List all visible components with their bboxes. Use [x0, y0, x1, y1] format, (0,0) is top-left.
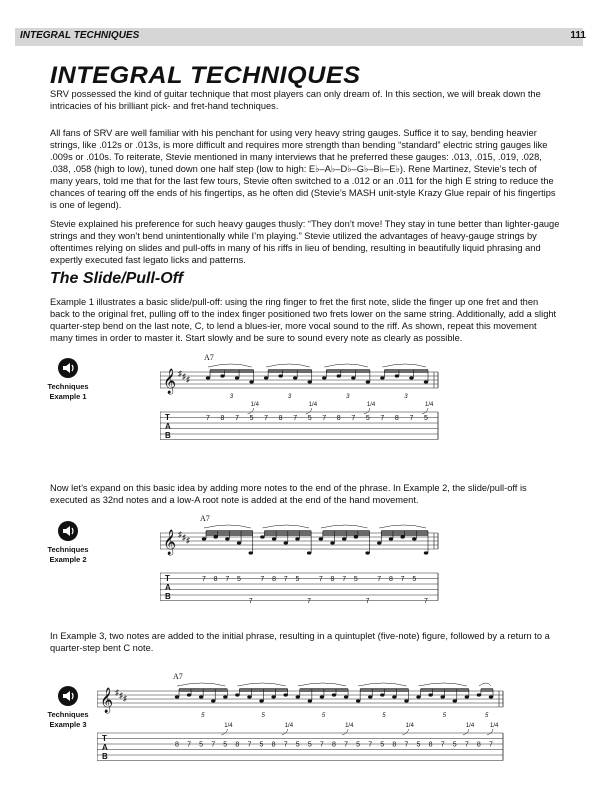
audio-play-icon[interactable]	[57, 685, 79, 707]
bend-amount: 1/4	[308, 402, 318, 408]
note-head	[284, 541, 288, 544]
note-head	[319, 537, 323, 540]
notation-example-3	[97, 665, 505, 795]
tab-number: 8	[394, 415, 399, 422]
section-title: The Slide/Pull-Off	[50, 270, 184, 287]
bend-amount: 1/4	[490, 723, 499, 729]
tab-number: 8	[220, 415, 225, 422]
tab-number: 7	[283, 576, 288, 583]
slur	[204, 525, 251, 528]
bend-amount: 1/4	[465, 723, 475, 729]
example-label: Techniques Example 1	[47, 382, 89, 401]
example1-paragraph: Example 1 illustrates a basic slide/pull-off: using the ring finger to fret the first note, slide the finger up one fret and then back to the original fret, pulling off to the index finger positioned two frets lower on the same string. Additionally, add a slight quarter-step bend on the last note, C, to lend a blues-ier, more vocal sound to the riff. As shown, repeat this movement many times in order to master it. Start slowly and be sure to sound every note as clearly as possible.	[50, 297, 557, 343]
tab-number: 8	[213, 576, 218, 583]
bend-amount: 1/4	[425, 402, 434, 408]
bend-amount: 1/4	[224, 723, 233, 729]
tab-clef-letter: A	[102, 743, 108, 752]
tab-number: 7	[202, 576, 206, 583]
tab-number: 5	[416, 741, 421, 749]
tab-clef-letter: B	[165, 431, 171, 440]
notation-example-2	[160, 515, 440, 615]
note-head	[206, 376, 210, 379]
tab-number: 5	[365, 415, 370, 422]
tab-number: 8	[278, 415, 283, 422]
tab-number: 8	[175, 741, 179, 749]
slur	[324, 364, 368, 367]
tab-number: 7	[307, 598, 312, 605]
tab-number: 7	[464, 741, 469, 749]
note-head	[409, 376, 413, 379]
note-head	[260, 535, 264, 538]
tuplet-number: 3	[287, 394, 292, 400]
example3-paragraph: In Example 3, two notes are added to the initial phrase, resulting in a quintuplet (five-note) figure, followed by a return to a quarter-step bent C note.	[50, 631, 550, 653]
tab-number: 5	[412, 576, 417, 583]
note-head	[366, 380, 370, 383]
bend-arrow	[487, 729, 493, 735]
bend-arrow	[306, 408, 312, 414]
tab-number: 7	[247, 741, 252, 749]
note-head	[211, 699, 215, 702]
note-head	[412, 537, 416, 540]
tuplet-number: 5	[484, 713, 489, 719]
slur	[177, 683, 225, 686]
note-head	[295, 537, 299, 540]
sharp-icon: ♯	[186, 536, 190, 545]
tab-number: 7	[322, 415, 327, 422]
sharp-icon: ♯	[178, 369, 182, 378]
treble-clef-icon: 𝄞	[163, 529, 177, 554]
tuplet-number: 3	[346, 394, 350, 400]
tab-clef-letter: T	[165, 574, 170, 583]
tab-number: 7	[344, 741, 348, 749]
slur	[419, 683, 467, 686]
note-head	[424, 551, 428, 554]
note-head	[351, 376, 355, 379]
treble-clef-icon: 𝄞	[100, 687, 114, 712]
notation-example-1	[160, 350, 440, 465]
note-head	[223, 695, 227, 698]
tab-number: 7	[404, 741, 409, 749]
tab-number: 7	[319, 741, 324, 749]
note-head	[293, 376, 297, 379]
note-head	[356, 699, 360, 702]
slur	[321, 525, 368, 528]
running-header-title: INTEGRAL TECHNIQUES	[20, 30, 140, 41]
note-head	[392, 695, 396, 698]
note-head	[465, 695, 469, 698]
note-head	[264, 376, 268, 379]
tab-clef-letter: A	[165, 422, 171, 431]
note-head	[271, 695, 275, 698]
note-head	[220, 374, 224, 377]
tab-number: 7	[206, 415, 210, 422]
tab-clef-letter: T	[165, 413, 170, 422]
note-head	[428, 693, 432, 696]
tab-number: 5	[295, 741, 300, 749]
bend-amount: 1/4	[366, 402, 376, 408]
note-head	[342, 537, 346, 540]
tab-number: 8	[332, 741, 336, 749]
tab-number: 7	[264, 415, 269, 422]
tab-number: 5	[237, 576, 241, 583]
note-head	[259, 699, 263, 702]
tab-number: 7	[440, 741, 445, 749]
note-head	[296, 695, 300, 698]
quote-paragraph: Stevie explained his preference for such heavy gauges thusly: “They don’t move! They stay in tune better than lighter-gauge strings and they won’t bend unintentionally while I’m playing.” Stevie utilized the advantages of heavy-gauge strings by oftentimes relying on slides and pull-offs in many of his riffs in lieu of bending, resulting in beautifully liquid phrasing and expertly executed fast legato licks and patterns.	[50, 219, 560, 265]
bend-arrow	[342, 729, 348, 735]
example2-paragraph: Now let’s expand on this basic idea by adding more notes to the end of the phrase. In Example 2, the slide/pull-off is executed as 32nd notes and a low-A root note is added at the end of the hand movement.	[50, 483, 527, 505]
note-head	[283, 693, 287, 696]
note-head	[320, 695, 324, 698]
tab-number: 5	[353, 576, 358, 583]
tab-number: 5	[380, 741, 385, 749]
note-head	[272, 537, 276, 540]
tuplet-number: 5	[261, 713, 265, 719]
tab-clef-letter: B	[102, 752, 108, 761]
note-head	[440, 695, 444, 698]
tab-number: 8	[392, 741, 397, 749]
example-label: Techniques Example 2	[47, 545, 89, 564]
tab-number: 5	[452, 741, 457, 749]
slur	[358, 683, 406, 686]
slur	[379, 525, 426, 528]
tab-clef-letter: T	[102, 734, 107, 743]
note-head	[322, 376, 326, 379]
note-head	[235, 376, 239, 379]
page-title: INTEGRAL TECHNIQUES	[50, 62, 361, 89]
tab-number: 7	[318, 576, 323, 583]
bend-amount: 1/4	[405, 723, 414, 729]
tab-number: 5	[295, 576, 300, 583]
bend-amount: 1/4	[345, 723, 354, 729]
slur	[262, 525, 309, 528]
tab-number: 7	[409, 415, 414, 422]
sharp-icon: ♯	[119, 691, 123, 700]
note-head	[235, 693, 239, 696]
sharp-icon: ♯	[115, 688, 119, 697]
note-head	[278, 374, 282, 377]
tab-number: 8	[235, 741, 240, 749]
tab-number: 7	[380, 415, 385, 422]
tab-number: 5	[424, 415, 428, 422]
treble-clef-icon: 𝄞	[163, 368, 177, 393]
tab-number: 5	[223, 741, 228, 749]
bend-arrow	[364, 408, 370, 414]
sharp-icon: ♯	[182, 533, 186, 542]
note-head	[400, 535, 404, 538]
tuplet-number: 5	[382, 713, 386, 719]
tuplet-number: 3	[229, 394, 234, 400]
tab-number: 7	[377, 576, 382, 583]
audio-play-icon[interactable]	[57, 520, 79, 542]
bend-amount: 1/4	[284, 723, 294, 729]
note-head	[453, 699, 457, 702]
bend-arrow	[248, 408, 254, 414]
note-head	[424, 380, 428, 383]
note-head	[308, 699, 312, 702]
slur	[298, 683, 346, 686]
tuplet-number: 3	[404, 394, 408, 400]
note-head	[307, 551, 311, 554]
sharp-icon: ♯	[178, 530, 182, 539]
tab-number: 8	[272, 576, 277, 583]
tab-number: 5	[199, 741, 204, 749]
note-head	[249, 380, 253, 383]
note-head	[354, 535, 358, 538]
tab-number: 7	[351, 415, 356, 422]
intro-paragraph: SRV possessed the kind of guitar technique that most players can only dream of. In this section, we will break down the intricacies of his brilliant pick- and fret-hand techniques.	[50, 89, 541, 111]
note-head	[389, 537, 393, 540]
tab-number: 7	[400, 576, 405, 583]
tuplet-number: 5	[201, 713, 205, 719]
tab-number: 8	[330, 576, 335, 583]
chord-name: A7	[200, 515, 210, 523]
bend-amount: 1/4	[250, 402, 259, 408]
note-head	[202, 537, 206, 540]
tab-number: 7	[248, 598, 253, 605]
slur	[208, 364, 252, 367]
note-head	[330, 541, 334, 544]
tuplet-number: 5	[442, 713, 447, 719]
audio-play-icon[interactable]	[57, 357, 79, 379]
tab-number: 7	[235, 415, 239, 422]
note-head	[489, 695, 493, 698]
slur	[382, 364, 426, 367]
tab-number: 5	[307, 741, 312, 749]
bend-arrow	[402, 729, 408, 735]
tab-number: 5	[259, 741, 264, 749]
tab-number: 7	[293, 415, 298, 422]
bend-arrow	[282, 729, 288, 735]
note-head	[175, 695, 179, 698]
sharp-icon: ♯	[123, 694, 127, 703]
tuplet-number: 5	[321, 713, 326, 719]
note-head	[365, 551, 369, 554]
note-head	[404, 699, 408, 702]
tab-number: 7	[365, 598, 370, 605]
note-head	[308, 380, 312, 383]
gauges-paragraph: All fans of SRV are well familiar with his penchant for using very heavy string gauges. Suffice it to say, bending heavier strings, like .012s or .013s, is more difficult and requires more strength than bending “standard” electric string gauges like .009s or .010s. To reiterate, Stevie mentioned in many interviews that he preferred these gauges: .013, .015, .019, .028, .038, .058 (high to low), tuned down one half step (low to high: E♭–A♭–D♭–G♭–B♭–E♭). Rene Martinez, Stevie’s tech of many years, told me that for the last few tours, Stevie often switched to a .012 or an .011 for the high E string to reduce the chances of tearing off the ends of his fingertips, as he often did (Stevie’s MASH unit-style Krazy Glue repair of his fingertips is one of legend).	[50, 128, 556, 210]
note-head	[187, 693, 191, 696]
tab-number: 7	[211, 741, 216, 749]
tab-number: 7	[187, 741, 191, 749]
note-head	[380, 693, 384, 696]
note-head	[237, 541, 241, 544]
tab-number: 5	[307, 415, 312, 422]
sharp-icon: ♯	[186, 375, 190, 384]
page-number: 111	[570, 30, 586, 41]
note-head	[380, 376, 384, 379]
sharp-icon: ♯	[182, 372, 186, 381]
note-head	[249, 551, 253, 554]
bend-arrow	[221, 729, 227, 735]
note-head	[416, 695, 420, 698]
note-head	[368, 695, 372, 698]
note-head	[225, 537, 229, 540]
tab-number: 5	[249, 415, 254, 422]
tab-clef-letter: A	[165, 583, 171, 592]
bend-arrow	[422, 408, 428, 414]
tab-number: 5	[356, 741, 361, 749]
tab-number: 7	[260, 576, 265, 583]
chord-name: A7	[204, 353, 214, 362]
note-head	[247, 695, 251, 698]
note-head	[344, 695, 348, 698]
tab-number: 7	[283, 741, 288, 749]
tab-number: 7	[342, 576, 347, 583]
tab-clef-letter: B	[165, 592, 171, 601]
tab-number: 7	[424, 598, 428, 605]
note-head	[199, 695, 203, 698]
chord-name: A7	[173, 672, 183, 681]
tab-number: 8	[271, 741, 276, 749]
slur	[479, 683, 491, 686]
bend-arrow	[463, 729, 469, 735]
slur	[237, 683, 285, 686]
note-head	[395, 374, 399, 377]
tab-number: 8	[428, 741, 433, 749]
tab-number: 8	[336, 415, 341, 422]
example-label: Techniques Example 3	[47, 710, 89, 729]
note-head	[477, 693, 481, 696]
note-head	[337, 374, 341, 377]
note-head	[377, 541, 381, 544]
tab-number: 8	[388, 576, 393, 583]
tab-number: 7	[489, 741, 493, 749]
slur	[266, 364, 310, 367]
note-head	[332, 693, 336, 696]
note-head	[213, 535, 217, 538]
tab-number: 8	[476, 741, 481, 749]
tab-number: 7	[368, 741, 373, 749]
tab-number: 7	[225, 576, 230, 583]
